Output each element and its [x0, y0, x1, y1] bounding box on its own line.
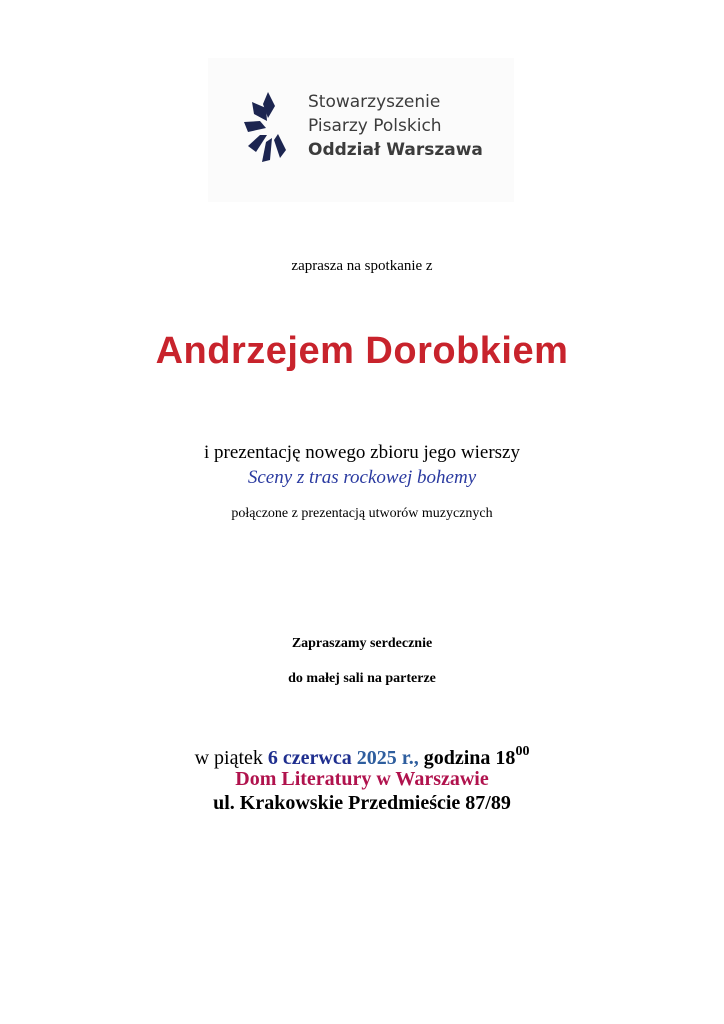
feather-fan-icon: [242, 88, 292, 168]
invite-text: Zapraszamy serdecznie: [291, 636, 433, 651]
presentation-text: i prezentację nowego zbioru jego wierszy: [203, 442, 520, 463]
event-day: w piątek: [194, 747, 263, 769]
logo-line-1: Stowarzyszenie: [308, 92, 441, 112]
event-address: ul. Krakowskie Przedmieście 87/89: [213, 792, 511, 814]
intro-text: zaprasza na spotkanie z: [291, 258, 433, 274]
event-time: [423, 744, 530, 769]
event-date: 6 czerwca: [267, 747, 352, 769]
logo-line-3: Oddział Warszawa: [308, 140, 483, 160]
event-time-hour: godzina 18: [423, 747, 516, 769]
event-time-minutes: 00: [515, 744, 530, 759]
book-title: Sceny z tras rockowej bohemy: [247, 467, 477, 488]
room-text: do małej sali na parterze: [288, 671, 436, 686]
event-venue: Dom Literatury w Warszawie: [235, 768, 489, 790]
guest-name: Andrzejem Dorobkiem: [155, 330, 569, 372]
logo-line-2: Pisarzy Polskich: [308, 116, 442, 136]
event-datetime: [0, 744, 724, 770]
logo-text: [308, 90, 483, 162]
logo: [208, 58, 514, 202]
music-text: połączone z prezentacją utworów muzycznych: [231, 506, 493, 521]
event-year: 2025 r.,: [356, 747, 419, 769]
